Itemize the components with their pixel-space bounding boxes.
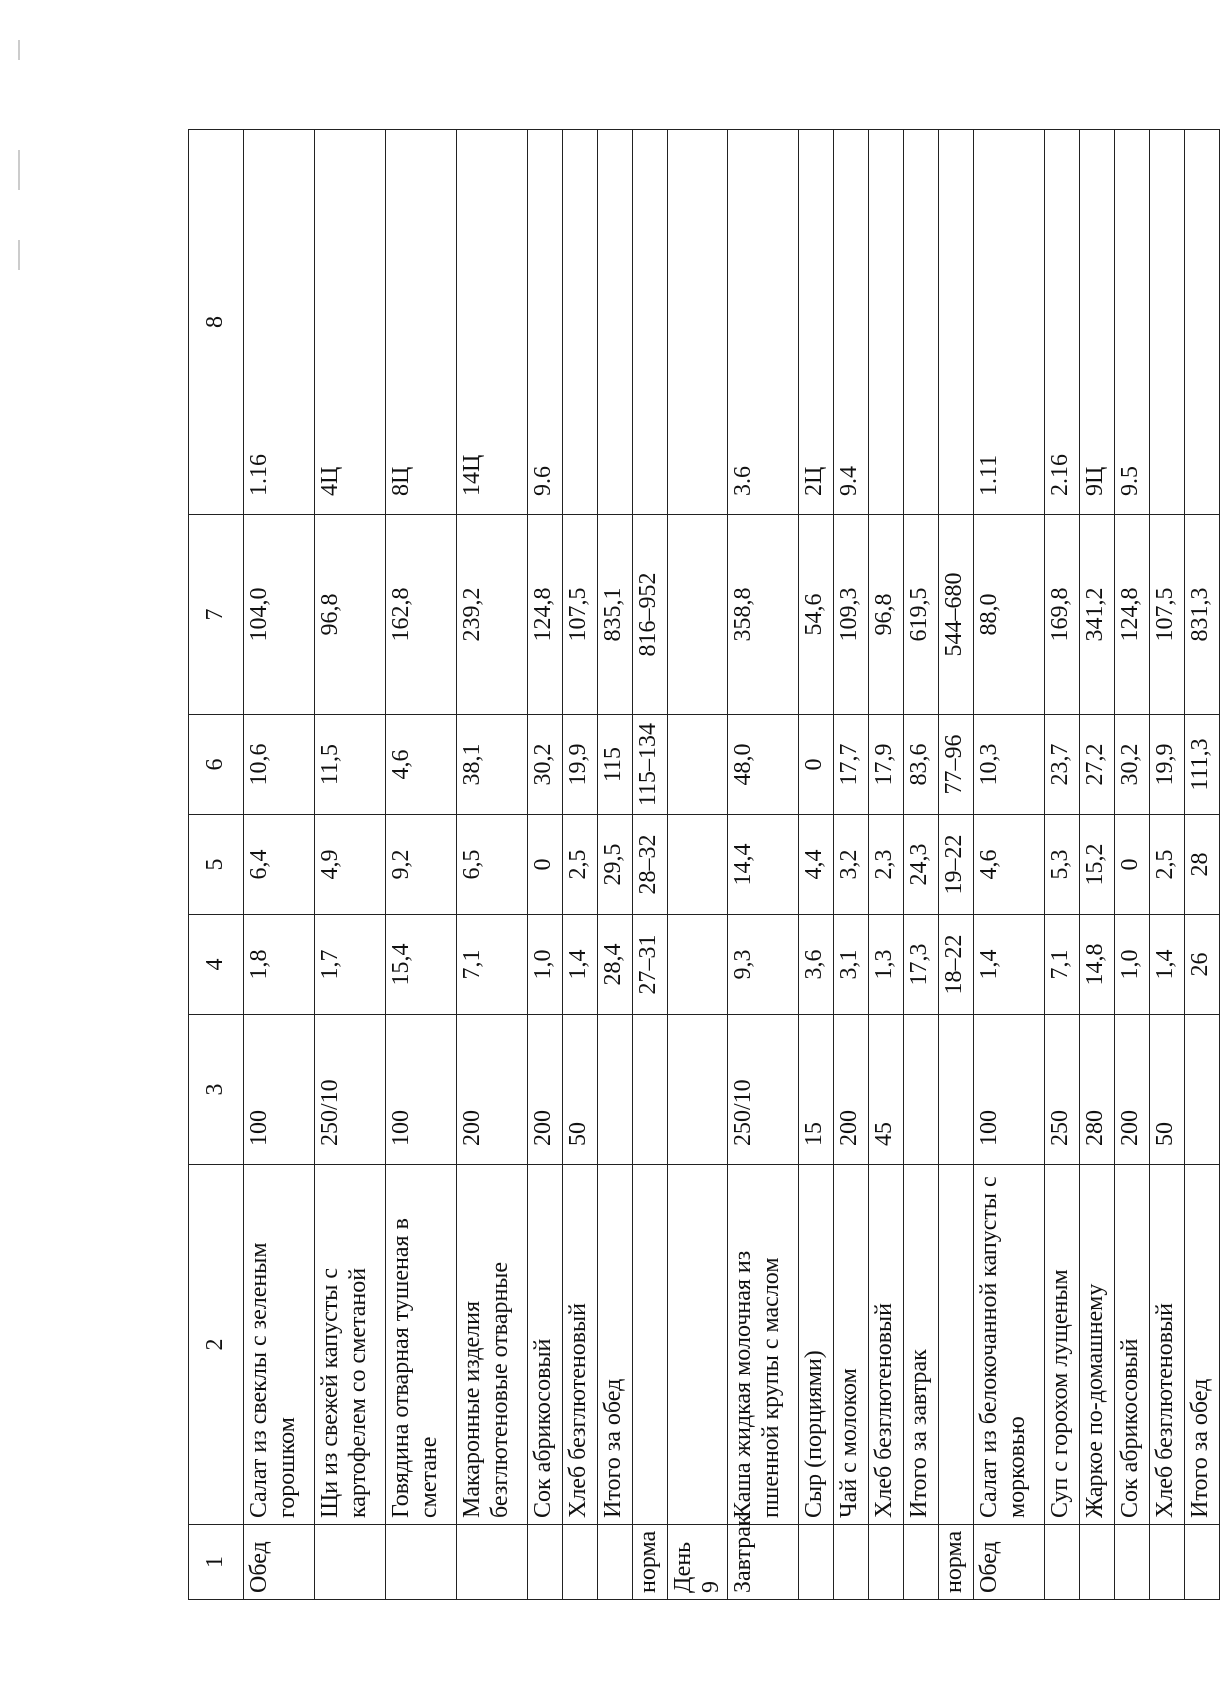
- table-cell-col5: 24,3: [904, 815, 939, 915]
- table-row: [244, 130, 315, 1600]
- table-cell-col1: [869, 1525, 904, 1600]
- table-cell-col4: 7,1: [1045, 915, 1080, 1015]
- table-cell-col8: 14Ц: [457, 130, 528, 515]
- table-cell-col7: 96,8: [315, 515, 386, 715]
- table-cell-col3: 200: [528, 1015, 563, 1165]
- table-row: [728, 130, 799, 1600]
- table-cell-col1: [834, 1525, 869, 1600]
- table-cell-col7: 104,0: [244, 515, 315, 715]
- table-cell-col6: 10,3: [974, 715, 1045, 815]
- table-cell-col5: 6,4: [244, 815, 315, 915]
- table-cell-col3: 100: [974, 1015, 1045, 1165]
- table-cell-col8: 4Ц: [315, 130, 386, 515]
- table-cell-col3: 50: [1150, 1015, 1185, 1165]
- table-cell-col2: Суп с горохом лущеным: [1045, 1165, 1080, 1525]
- table-cell-col6: 19,9: [1150, 715, 1185, 815]
- table-cell-col6: 17,7: [834, 715, 869, 815]
- table-cell-col6: 17,9: [869, 715, 904, 815]
- table-cell-col6: 30,2: [1115, 715, 1150, 815]
- table-cell-col1: [563, 1525, 598, 1600]
- table-cell-col1: День 9: [668, 1525, 728, 1600]
- table-cell-col4: 15,4: [386, 915, 457, 1015]
- table-cell-col5: 0: [1115, 815, 1150, 915]
- table-cell-col2: Хлеб безглютеновый: [869, 1165, 904, 1525]
- table-cell-col1: [1185, 1525, 1220, 1600]
- table-cell-col3: [904, 1015, 939, 1165]
- column-header-row: [189, 130, 244, 1600]
- table-cell-col7: 341,2: [1080, 515, 1115, 715]
- table-cell-col1: [1045, 1525, 1080, 1600]
- table-cell-col3: 45: [869, 1015, 904, 1165]
- table-cell-col5: 0: [528, 815, 563, 915]
- table-cell-col5: 14,4: [728, 815, 799, 915]
- table-cell-col3: 100: [244, 1015, 315, 1165]
- table-cell-col3: 200: [1115, 1015, 1150, 1165]
- table-cell-col6: 115: [598, 715, 633, 815]
- table-cell-col2: Хлеб безглютеновый: [563, 1165, 598, 1525]
- table-cell-col2: Салат из свеклы с зеленым горошком: [244, 1165, 315, 1525]
- table-cell-col8: 9.4: [834, 130, 869, 515]
- column-header: 4: [189, 915, 244, 1015]
- table-cell-col4: 1,7: [315, 915, 386, 1015]
- table-cell-col8: 2Ц: [799, 130, 834, 515]
- table-cell-col7: 831,3: [1185, 515, 1220, 715]
- table-cell-col3: [598, 1015, 633, 1165]
- table-cell-col7: 109,3: [834, 515, 869, 715]
- rotated-table-container: [188, 130, 1214, 1600]
- table-cell-col4: 3,1: [834, 915, 869, 1015]
- table-row: [904, 130, 939, 1600]
- table-cell-col5: 4,9: [315, 815, 386, 915]
- table-cell-col5: 28–32: [633, 815, 668, 915]
- table-cell-col6: 48,0: [728, 715, 799, 815]
- table-cell-col5: 5,3: [1045, 815, 1080, 915]
- table-cell-col7: 169,8: [1045, 515, 1080, 715]
- scan-margin-marks: [18, 40, 22, 300]
- table-cell-col5: 15,2: [1080, 815, 1115, 915]
- table-cell-col6: 19,9: [563, 715, 598, 815]
- table-cell-col7: 358,8: [728, 515, 799, 715]
- table-cell-col2: Сок абрикосовый: [528, 1165, 563, 1525]
- table-row: [939, 130, 974, 1600]
- table-cell-col3: 250: [1045, 1015, 1080, 1165]
- table-cell-col3: 280: [1080, 1015, 1115, 1165]
- table-cell-col7: 54,6: [799, 515, 834, 715]
- table-cell-col7: 816–952: [633, 515, 668, 715]
- table-cell-col1: [528, 1525, 563, 1600]
- table-cell-col4: 27–31: [633, 915, 668, 1015]
- table-cell-col8: 1.11: [974, 130, 1045, 515]
- table-cell-col3: [633, 1015, 668, 1165]
- table-cell-col6: 4,6: [386, 715, 457, 815]
- table-cell-col3: 15: [799, 1015, 834, 1165]
- column-header: 8: [189, 130, 244, 515]
- table-cell-col8: 1.16: [244, 130, 315, 515]
- table-cell-col3: 200: [457, 1015, 528, 1165]
- table-cell-col6: 38,1: [457, 715, 528, 815]
- table-cell-col6: 77–96: [939, 715, 974, 815]
- table-cell-col8: 2.16: [1045, 130, 1080, 515]
- table-cell-col8: [668, 130, 728, 515]
- table-row: [1150, 130, 1185, 1600]
- table-cell-col4: [668, 915, 728, 1015]
- table-cell-col3: [1185, 1015, 1220, 1165]
- table-cell-col2: [633, 1165, 668, 1525]
- table-row: [633, 130, 668, 1600]
- table-cell-col2: Салат из белокочанной капусты с морковью: [974, 1165, 1045, 1525]
- table-cell-col6: 0: [799, 715, 834, 815]
- table-row: [869, 130, 904, 1600]
- table-cell-col8: [904, 130, 939, 515]
- table-cell-col8: [563, 130, 598, 515]
- table-cell-col1: [386, 1525, 457, 1600]
- table-cell-col5: 4,6: [974, 815, 1045, 915]
- table-cell-col4: 1,0: [528, 915, 563, 1015]
- table-cell-col3: 200: [834, 1015, 869, 1165]
- column-header: 7: [189, 515, 244, 715]
- table-cell-col2: Жаркое по-домашнему: [1080, 1165, 1115, 1525]
- table-cell-col8: [1150, 130, 1185, 515]
- table-cell-col8: [869, 130, 904, 515]
- table-cell-col7: 124,8: [1115, 515, 1150, 715]
- table-cell-col4: 17,3: [904, 915, 939, 1015]
- table-cell-col7: 619,5: [904, 515, 939, 715]
- table-row: [1045, 130, 1080, 1600]
- table-cell-col1: Обед: [244, 1525, 315, 1600]
- table-row: [598, 130, 633, 1600]
- table-cell-col2: Сыр (порциями): [799, 1165, 834, 1525]
- table-row: [386, 130, 457, 1600]
- column-header: 3: [189, 1015, 244, 1165]
- table-cell-col8: [939, 130, 974, 515]
- table-row: [528, 130, 563, 1600]
- table-cell-col8: 3.6: [728, 130, 799, 515]
- table-cell-col7: 162,8: [386, 515, 457, 715]
- table-cell-col4: 1,4: [974, 915, 1045, 1015]
- table-row: [799, 130, 834, 1600]
- table-cell-col5: 28: [1185, 815, 1220, 915]
- table-cell-col4: 28,4: [598, 915, 633, 1015]
- table-cell-col7: 107,5: [563, 515, 598, 715]
- table-cell-col4: 1,3: [869, 915, 904, 1015]
- column-header: 6: [189, 715, 244, 815]
- menu-nutrition-table: [188, 129, 1220, 1600]
- table-cell-col4: 14,8: [1080, 915, 1115, 1015]
- table-cell-col5: 9,2: [386, 815, 457, 915]
- table-cell-col5: 6,5: [457, 815, 528, 915]
- table-cell-col5: 4,4: [799, 815, 834, 915]
- table-cell-col7: 96,8: [869, 515, 904, 715]
- table-cell-col4: 18–22: [939, 915, 974, 1015]
- table-cell-col5: 19–22: [939, 815, 974, 915]
- table-cell-col6: [668, 715, 728, 815]
- table-cell-col8: [633, 130, 668, 515]
- table-cell-col1: [315, 1525, 386, 1600]
- table-cell-col2: Щи из свежей капусты с картофелем со сметаной: [315, 1165, 386, 1525]
- table-cell-col2: Макаронные изделия безглютеновые отварные: [457, 1165, 528, 1525]
- table-cell-col1: [1080, 1525, 1115, 1600]
- table-cell-col2: Каша жидкая молочная из пшенной крупы с маслом: [728, 1165, 799, 1525]
- table-cell-col7: [668, 515, 728, 715]
- table-cell-col2: Итого за обед: [598, 1165, 633, 1525]
- table-cell-col3: [668, 1015, 728, 1165]
- table-cell-col1: норма: [939, 1525, 974, 1600]
- table-cell-col2: Сок абрикосовый: [1115, 1165, 1150, 1525]
- table-cell-col4: 7,1: [457, 915, 528, 1015]
- table-cell-col3: 250/10: [728, 1015, 799, 1165]
- table-cell-col5: 2,5: [1150, 815, 1185, 915]
- table-cell-col5: 3,2: [834, 815, 869, 915]
- table-cell-col8: 9Ц: [1080, 130, 1115, 515]
- table-cell-col3: 250/10: [315, 1015, 386, 1165]
- table-cell-col6: 115–134: [633, 715, 668, 815]
- table-cell-col1: [1115, 1525, 1150, 1600]
- column-header: 5: [189, 815, 244, 915]
- table-cell-col2: Хлеб безглютеновый: [1150, 1165, 1185, 1525]
- table-cell-col7: 239,2: [457, 515, 528, 715]
- table-cell-col3: [939, 1015, 974, 1165]
- table-cell-col2: Итого за завтрак: [904, 1165, 939, 1525]
- table-cell-col6: 30,2: [528, 715, 563, 815]
- table-row: [315, 130, 386, 1600]
- table-cell-col6: 23,7: [1045, 715, 1080, 815]
- table-row: [1080, 130, 1115, 1600]
- table-cell-col4: 9,3: [728, 915, 799, 1015]
- table-cell-col8: [598, 130, 633, 515]
- table-cell-col7: 88,0: [974, 515, 1045, 715]
- table-cell-col1: [598, 1525, 633, 1600]
- table-cell-col6: 11,5: [315, 715, 386, 815]
- table-cell-col1: норма: [633, 1525, 668, 1600]
- table-cell-col8: 9.5: [1115, 130, 1150, 515]
- table-cell-col4: 1,0: [1115, 915, 1150, 1015]
- table-cell-col4: 1,4: [563, 915, 598, 1015]
- table-row: [668, 130, 728, 1600]
- table-cell-col2: Итого за обед: [1185, 1165, 1220, 1525]
- table-row: [1185, 130, 1220, 1600]
- table-row: [1115, 130, 1150, 1600]
- table-cell-col1: [904, 1525, 939, 1600]
- table-cell-col3: 50: [563, 1015, 598, 1165]
- table-cell-col7: 107,5: [1150, 515, 1185, 715]
- table-cell-col2: [939, 1165, 974, 1525]
- table-cell-col1: Завтрак: [728, 1525, 799, 1600]
- table-cell-col6: 27,2: [1080, 715, 1115, 815]
- table-cell-col2: Говядина отварная тушеная в сметане: [386, 1165, 457, 1525]
- table-cell-col1: [457, 1525, 528, 1600]
- table-row: [834, 130, 869, 1600]
- table-cell-col3: 100: [386, 1015, 457, 1165]
- table-cell-col8: 8Ц: [386, 130, 457, 515]
- table-cell-col7: 544–680: [939, 515, 974, 715]
- table-cell-col2: Чай с молоком: [834, 1165, 869, 1525]
- table-row: [457, 130, 528, 1600]
- table-cell-col4: 26: [1185, 915, 1220, 1015]
- column-header: 1: [189, 1525, 244, 1600]
- table-cell-col8: 9.6: [528, 130, 563, 515]
- table-cell-col1: [1150, 1525, 1185, 1600]
- table-cell-col7: 835,1: [598, 515, 633, 715]
- table-cell-col5: 2,3: [869, 815, 904, 915]
- table-row: [974, 130, 1045, 1600]
- table-cell-col6: 83,6: [904, 715, 939, 815]
- column-header: 2: [189, 1165, 244, 1525]
- table-cell-col1: [799, 1525, 834, 1600]
- table-cell-col6: 111,3: [1185, 715, 1220, 815]
- table-cell-col6: 10,6: [244, 715, 315, 815]
- table-cell-col1: Обед: [974, 1525, 1045, 1600]
- table-row: [563, 130, 598, 1600]
- table-cell-col5: 2,5: [563, 815, 598, 915]
- table-cell-col5: [668, 815, 728, 915]
- table-cell-col8: [1185, 130, 1220, 515]
- table-cell-col4: 3,6: [799, 915, 834, 1015]
- table-cell-col7: 124,8: [528, 515, 563, 715]
- table-cell-col2: [668, 1165, 728, 1525]
- table-cell-col4: 1,8: [244, 915, 315, 1015]
- table-cell-col4: 1,4: [1150, 915, 1185, 1015]
- table-cell-col5: 29,5: [598, 815, 633, 915]
